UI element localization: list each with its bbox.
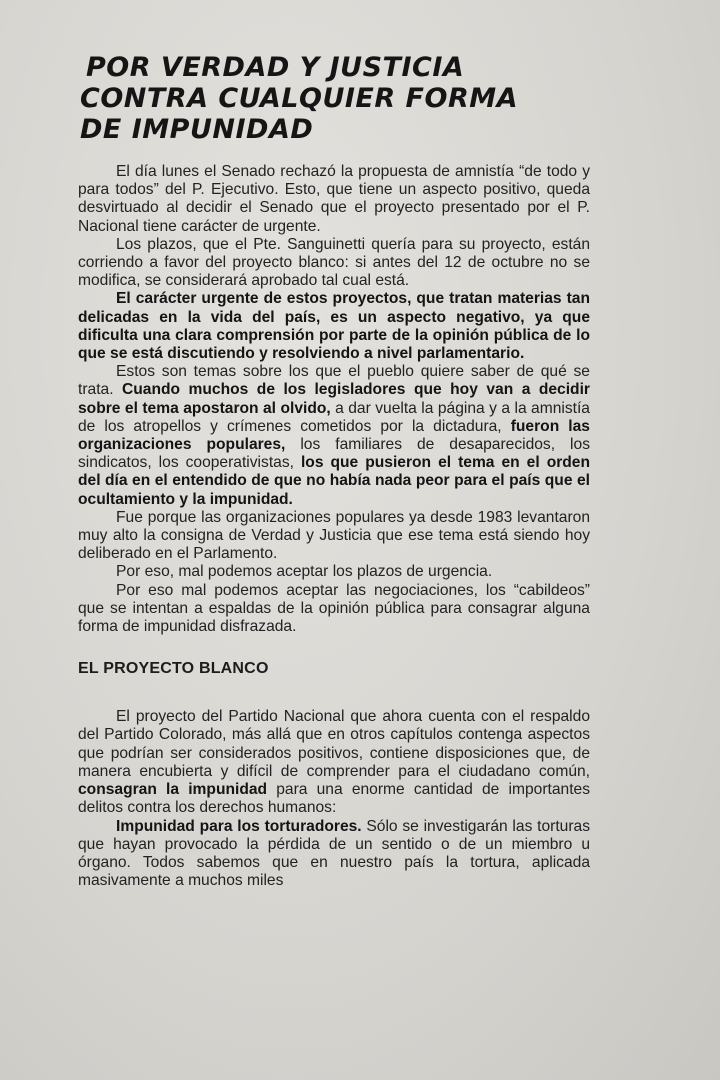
- paragraph-8-text-2: para una enorme cantidad de importantes delitos contra los derechos humanos:: [78, 781, 591, 817]
- paragraph-2: Los plazos, que el Pte. Sanguinetti quería para su proyecto, están corriendo a favor del proyecto blanco: si antes del 12 de octubre no se modifica, se considerará aprobado tal cual está.: [78, 235, 590, 290]
- paragraph-4-bold-3: los que pusieron el tema en el orden del día en el entendido de que no había nada peor para el país que el ocultamiento y la impunidad.: [78, 454, 591, 508]
- paragraph-9-text-1: Sólo se investigarán las torturas que hayan provocado la pérdida de un sentido o de un miembro u órgano. Todos sabemos que en nuestro país la tortura, aplicada masivamente a muchos miles: [78, 817, 590, 890]
- headline-line-3: DE IMPUNIDAD: [80, 114, 314, 145]
- paragraph-9-bold-1: Impunidad para los torturadores.: [116, 817, 362, 835]
- paragraph-8: [78, 708, 590, 817]
- paragraph-4: [78, 363, 590, 509]
- headline: [78, 52, 590, 145]
- paragraph-4-bold-2: fueron las organizaciones populares,: [78, 417, 590, 454]
- section-title: EL PROYECTO BLANCO: [78, 660, 269, 678]
- article-page: [78, 52, 590, 890]
- paragraph-4-bold-1: Cuando muchos de los legisladores que hoy van a decidir sobre el tema apostaron al olvido,: [78, 381, 590, 417]
- paragraph-6: Por eso, mal podemos aceptar los plazos de urgencia.: [116, 563, 493, 581]
- paragraph-4-text-3: los familiares de desaparecidos, los sindicatos, los cooperativistas,: [78, 436, 590, 472]
- paragraph-1: El día lunes el Senado rechazó la propuesta de amnistía “de todo y para todos” del P. Ejecutivo. Esto, que tiene un aspecto positivo, queda desvirtuado al decidir el Senado que el proyecto presentado por el P. Nacional tiene carácter de urgente.: [78, 163, 590, 235]
- paragraph-4-text-1: Estos son temas sobre los que el pueblo quiere saber de qué se trata.: [78, 363, 590, 399]
- paragraph-3: [78, 290, 590, 363]
- paragraph-8-bold-1: consagran la impunidad: [78, 781, 268, 799]
- paragraph-3-bold: El carácter urgente de estos proyectos, que tratan materias tan delicadas en la vida del país, es un aspecto negativo, ya que dificulta una clara comprensión por parte de la opinión pública de lo que se está discutiendo y resolviendo a nivel parlamentario.: [78, 290, 590, 363]
- headline-line-1: POR VERDAD Y JUSTICIA: [86, 52, 465, 83]
- paragraph-9: [78, 818, 590, 891]
- paragraph-4-text-2: a dar vuelta la página y a la amnistía de los atropellos y crímenes cometidos por la dictadura,: [78, 399, 590, 435]
- headline-line-2: CONTRA CUALQUIER FORMA: [80, 83, 519, 114]
- paragraph-5: Fue porque las organizaciones populares ya desde 1983 levantaron muy alto la consigna de Verdad y Justicia que ese tema está siendo hoy deliberado en el Parlamento.: [78, 508, 590, 563]
- paragraph-7: Por eso mal podemos aceptar las negociaciones, los “cabildeos” que se intentan a espaldas de la opinión pública para consagrar alguna forma de impunidad disfrazada.: [78, 581, 590, 636]
- paragraph-8-text-1: El proyecto del Partido Nacional que ahora cuenta con el respaldo del Partido Colorado, más allá que en otros capítulos contenga aspectos que podrían ser considerados positivos, contiene disposiciones que, de manera encubierta y difícil de comprender para el ciudadano común,: [78, 708, 590, 780]
